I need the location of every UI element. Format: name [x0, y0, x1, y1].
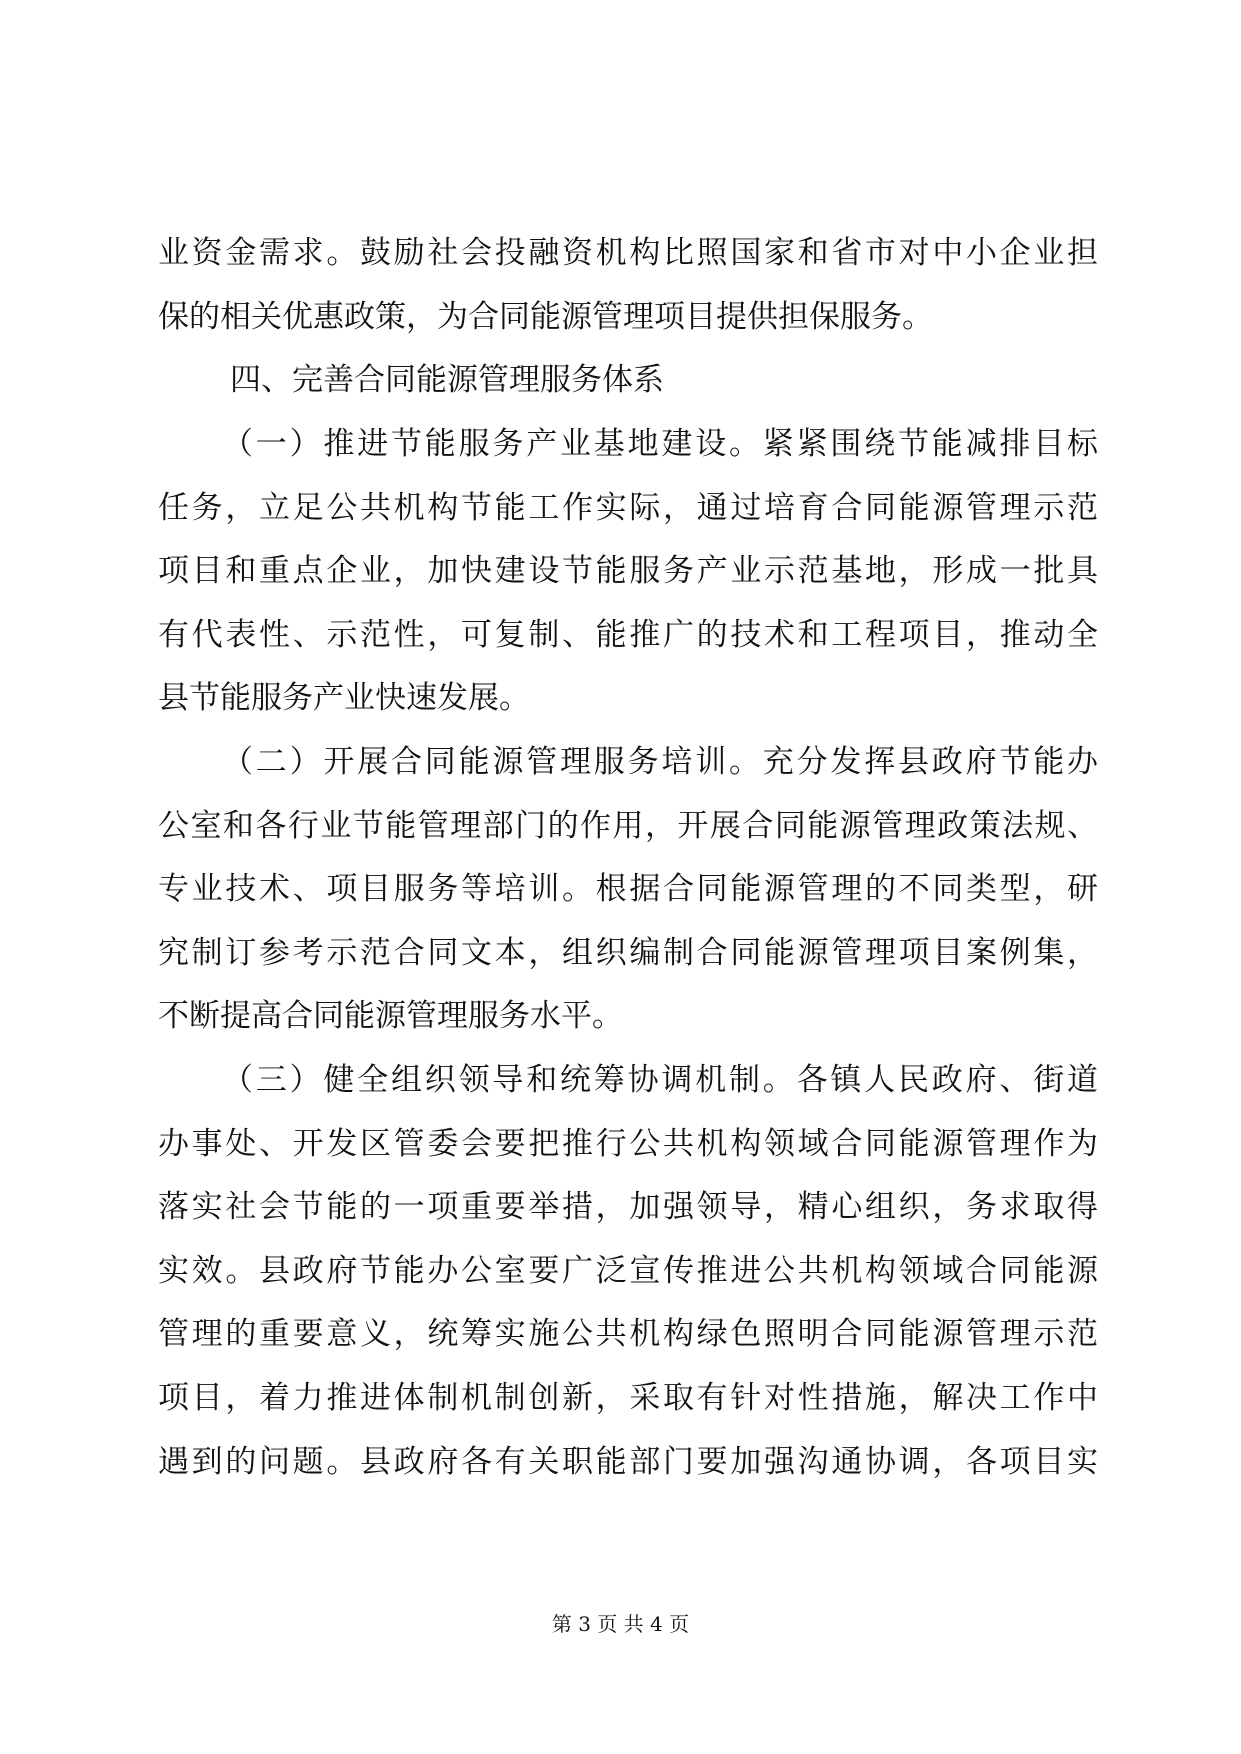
body-text-line: 管理的重要意义，统筹实施公共机构绿色照明合同能源管理示范	[158, 1316, 1098, 1352]
body-text-line: 保的相关优惠政策，为合同能源管理项目提供担保服务。	[158, 299, 933, 335]
body-text-line: 不断提高合同能源管理服务水平。	[158, 998, 623, 1034]
body-text-line: 公室和各行业节能管理部门的作用，开展合同能源管理政策法规、	[158, 808, 1098, 844]
body-text-line: 办事处、开发区管委会要把推行公共机构领域合同能源管理作为	[158, 1126, 1098, 1162]
body-text-line: 项目和重点企业，加快建设节能服务产业示范基地，形成一批具	[158, 553, 1098, 589]
subsection-heading-line: （二）开展合同能源管理服务培训。充分发挥县政府节能办	[222, 744, 1098, 780]
body-text-line: 业资金需求。鼓励社会投融资机构比照国家和省市对中小企业担	[158, 235, 1098, 271]
body-text-line: 任务，立足公共机构节能工作实际，通过培育合同能源管理示范	[158, 490, 1098, 526]
body-text-line: 究制订参考示范合同文本，组织编制合同能源管理项目案例集，	[158, 935, 1098, 971]
page-number-footer: 第 3 页 共 4 页	[551, 1612, 690, 1636]
body-text-line: 项目，着力推进体制机制创新，采取有针对性措施，解决工作中	[158, 1380, 1098, 1416]
subsection-heading-line: （三）健全组织领导和统筹协调机制。各镇人民政府、街道	[222, 1062, 1098, 1098]
section-heading: 四、完善合同能源管理服务体系	[230, 362, 664, 398]
body-text-line: 实效。县政府节能办公室要广泛宣传推进公共机构领域合同能源	[158, 1253, 1098, 1289]
body-text-line: 县节能服务产业快速发展。	[158, 680, 530, 716]
subsection-heading-line: （一）推进节能服务产业基地建设。紧紧围绕节能减排目标	[222, 426, 1098, 462]
body-text-line: 有代表性、示范性，可复制、能推广的技术和工程项目，推动全	[158, 617, 1098, 653]
body-text-line: 遇到的问题。县政府各有关职能部门要加强沟通协调，各项目实	[158, 1444, 1098, 1480]
body-text-line: 专业技术、项目服务等培训。根据合同能源管理的不同类型，研	[158, 871, 1098, 907]
body-text-line: 落实社会节能的一项重要举措，加强领导，精心组织，务求取得	[158, 1189, 1098, 1225]
